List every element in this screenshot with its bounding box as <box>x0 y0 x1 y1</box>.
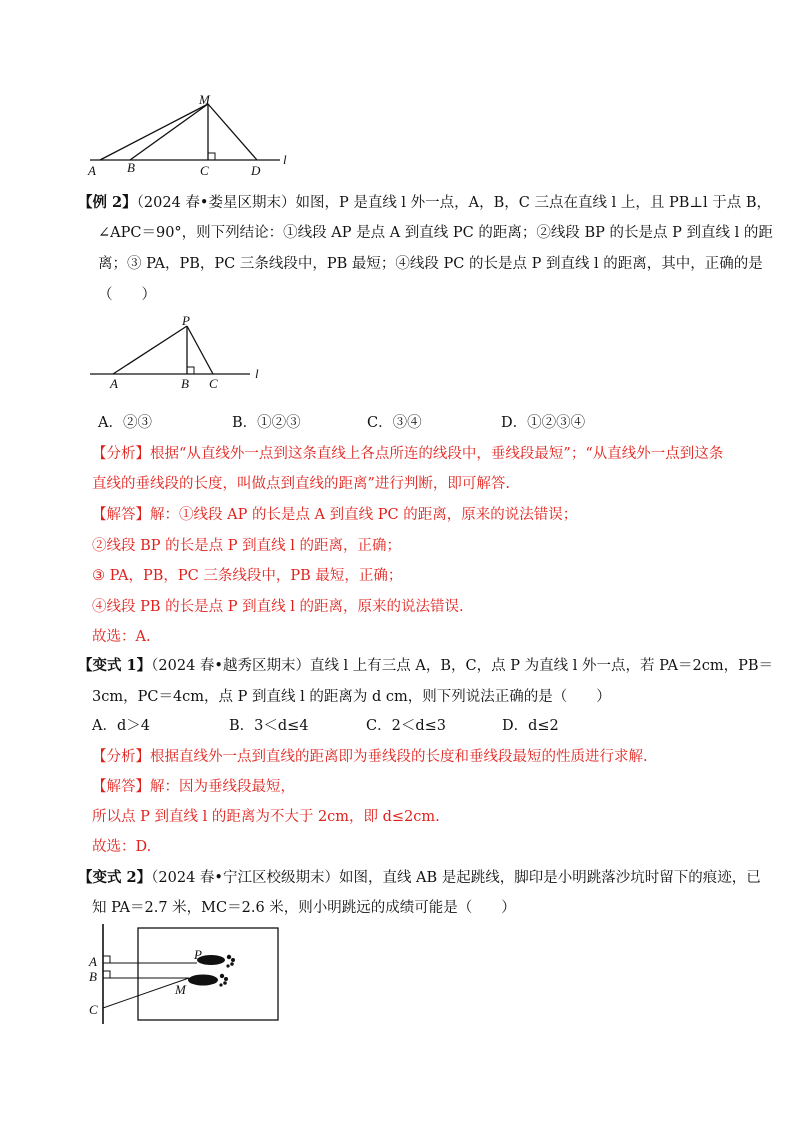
var1-answer1: 【解答】解：因为垂线段最短， <box>92 779 295 795</box>
var1-choice: 故选：D. <box>92 839 152 855</box>
var1-line1 <box>78 656 773 676</box>
ex2-line4: （ ） <box>98 287 156 303</box>
ex2-choice: 故选：A. <box>92 629 151 645</box>
ex2-option-b: B．①②③ <box>232 415 301 431</box>
label-M: M <box>199 92 210 107</box>
ex2-line2: ∠APC＝90°，则下列结论：①线段 AP 是点 A 到直线 PC 的距离；②线段 BP 的长是点 P 到直线 l 的距 <box>98 225 773 241</box>
var2-tag: 【变式 2】 <box>78 869 152 886</box>
figure-triangle-M <box>85 92 295 180</box>
var1-option-d: D．d≤2 <box>502 718 559 734</box>
ex2-line1 <box>78 193 771 213</box>
label-A: A <box>110 376 118 391</box>
var1-analysis: 【分析】根据直线外一点到直线的距离即为垂线段的长度和垂线段最短的性质进行求解. <box>92 749 648 765</box>
label-C: C <box>209 376 218 391</box>
ex2-answer1: 【解答】解：①线段 AP 的长是点 A 到直线 PC 的距离，原来的说法错误； <box>92 507 578 523</box>
ex2-line3: 离；③ PA，PB，PC 三条线段中，PB 最短；④线段 PC 的长是点 P 到直线 l 的距离，其中，正确的是 <box>98 256 763 272</box>
ex2-option-a: A．②③ <box>98 415 152 431</box>
var1-text1: （2024 春•越秀区期末）直线 l 上有三点 A，B，C，点 P 为直线 l 外一点，若 PA＝2cm，PB＝ <box>151 658 773 674</box>
var1-answer2: 所以点 P 到直线 l 的距离为不大于 2cm，即 d≤2cm. <box>92 809 440 825</box>
label-C: C <box>200 163 209 178</box>
var2-line1 <box>78 868 761 888</box>
label-B: B <box>181 376 189 391</box>
figure-triangle-P <box>85 312 270 392</box>
ex2-answer3: ③ PA，PB，PC 三条线段中，PB 最短，正确； <box>92 568 403 584</box>
var1-option-c: C．2＜d≤3 <box>366 718 446 734</box>
ex2-analysis1: 【分析】根据“从直线外一点到这条直线上各点所连的线段中，垂线段最短”；“从直线外一点到这条 <box>92 446 724 462</box>
label-P: P <box>194 947 202 962</box>
ex2-answer2: ②线段 BP 的长是点 P 到直线 l 的距离，正确； <box>92 538 401 554</box>
label-A: A <box>88 163 96 178</box>
ex2-answer4: ④线段 PB 的长是点 P 到直线 l 的距离，原来的说法错误. <box>92 599 464 615</box>
label-P: P <box>182 313 190 328</box>
var2-line2: 知 PA＝2.7 米，MC＝2.6 米，则小明跳远的成绩可能是（ ） <box>92 900 516 916</box>
label-C: C <box>89 1002 98 1017</box>
label-B: B <box>127 160 135 175</box>
var1-option-b: B．3＜d≤4 <box>229 718 309 734</box>
var2-text1: （2024 春•宁江区校级期末）如图，直线 AB 是起跳线，脚印是小明跳落沙坑时留下的痕迹，已 <box>151 870 761 886</box>
var1-line2: 3cm，PC＝4cm，点 P 到直线 l 的距离为 d cm，则下列说法正确的是（ ） <box>92 689 611 705</box>
label-l: l <box>283 152 287 167</box>
figure-long-jump <box>85 922 285 1026</box>
var1-option-a: A．d＞4 <box>92 718 150 734</box>
label-D: D <box>251 163 261 178</box>
ex2-analysis2: 直线的垂线段的长度，叫做点到直线的距离”进行判断，即可解答. <box>92 476 511 492</box>
ex2-option-c: C．③④ <box>367 415 422 431</box>
label-B: B <box>89 969 97 984</box>
ex2-option-d: D．①②③④ <box>501 415 586 431</box>
var1-tag: 【变式 1】 <box>78 657 152 674</box>
ex2-tag: 【例 2】 <box>78 194 137 211</box>
ex2-text1: （2024 春•娄星区期末）如图，P 是直线 l 外一点，A，B，C 三点在直线 l 上，且 PB⊥l 于点 B， <box>136 195 772 211</box>
label-A: A <box>89 954 97 969</box>
label-l: l <box>255 366 259 381</box>
label-M: M <box>175 982 186 997</box>
